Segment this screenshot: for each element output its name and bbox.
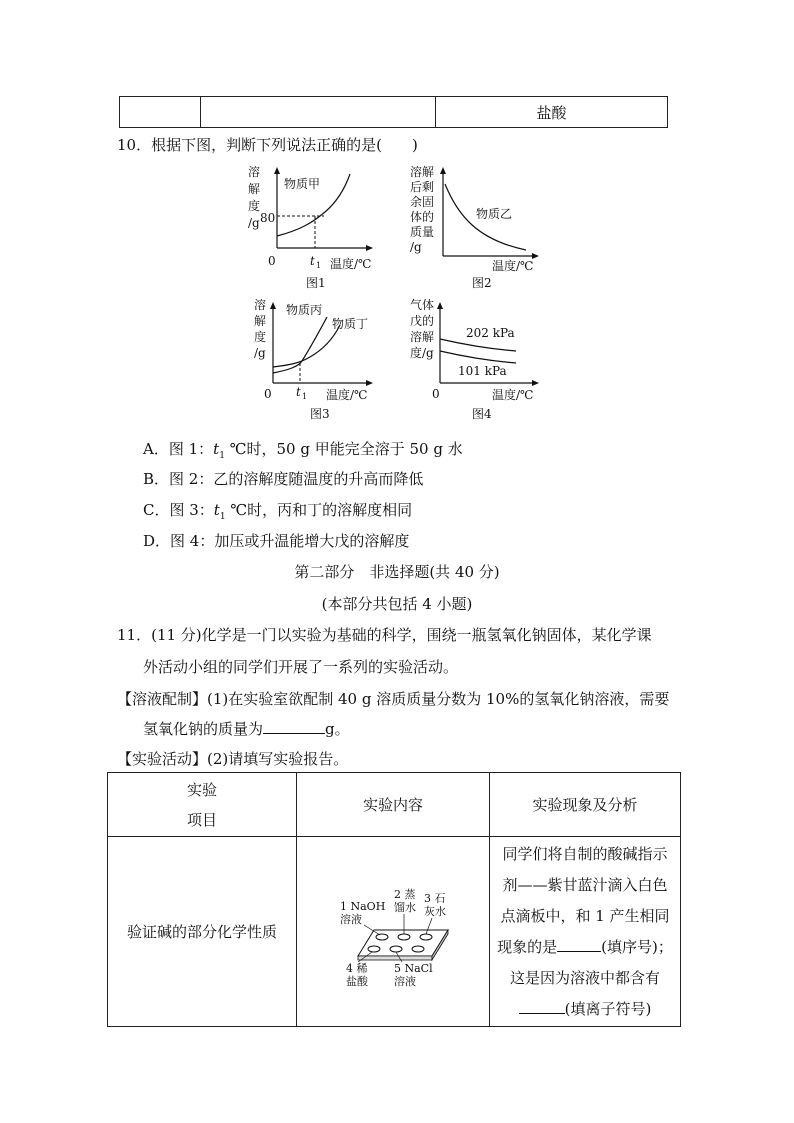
plate-label-5b: 溶液 — [394, 974, 416, 988]
fig2-series-label: 物质乙 — [476, 207, 513, 221]
option-a-sub: 1 — [219, 451, 225, 461]
plate-well-6 — [412, 946, 424, 952]
plate-label-2b: 馏水 — [394, 900, 416, 914]
sequence-answer-blank[interactable] — [557, 937, 601, 952]
fig3-origin: 0 — [264, 387, 272, 401]
figure-4 — [406, 295, 556, 425]
fig1-y-tick: 80 — [260, 211, 276, 225]
fig4-y-label-1: 气体 — [410, 298, 435, 312]
figure-2 — [406, 160, 556, 295]
plate-label-1a: 1 NaOH — [340, 899, 386, 913]
plate-well-2 — [398, 934, 410, 940]
plate-label-1b: 溶液 — [340, 912, 362, 926]
analysis-line-4-hint: (填序号)； — [601, 937, 673, 956]
option-c-t: t — [213, 501, 220, 519]
fig3-y-label-1: 溶 — [254, 298, 267, 312]
fig1-origin: 0 — [268, 254, 276, 268]
fig3-y-label-3: 度 — [254, 330, 267, 344]
option-a-prefix: A．图 1： — [143, 440, 214, 458]
analysis-line-6 — [490, 994, 680, 1025]
lab-report-table — [107, 772, 681, 1027]
q11-activity: 【实验活动】(2)请填写实验报告。 — [117, 750, 349, 768]
fig2-y-label-2: 后剩 — [410, 180, 435, 194]
fig1-x-tick: t — [310, 254, 315, 268]
option-a-t: t — [213, 440, 220, 458]
fig4-curve-101 — [440, 351, 516, 363]
plate-label-4a: 4 稀 — [346, 961, 368, 975]
header-item-line-1: 实验 — [186, 780, 217, 799]
fig1-y-label-1: 溶 — [248, 165, 261, 179]
fig3-x-tick-sub: 1 — [302, 392, 308, 401]
plate-well-3 — [420, 934, 432, 940]
fig2-y-arrow — [440, 167, 446, 174]
fig4-y-label-4: 度/g — [410, 346, 434, 360]
q10-option-c — [143, 499, 412, 522]
fig4-origin: 0 — [432, 387, 440, 401]
fig3-x-tick: t — [296, 385, 301, 399]
figure-1 — [240, 160, 390, 295]
row-item: 验证碱的部分化学性质 — [108, 837, 297, 1027]
q10-option-a — [143, 438, 463, 461]
fig1-y-label-3: 度 — [248, 199, 261, 213]
fig1-y-arrow — [274, 167, 280, 174]
plate-well-4 — [368, 946, 380, 952]
top-table-cell-1 — [120, 97, 201, 128]
fig3-x-arrow — [366, 380, 373, 386]
q10-option-b: B．图 2：乙的溶解度随温度的升高而降低 — [143, 470, 424, 488]
top-table — [119, 96, 668, 128]
fig2-y-label-3: 余固 — [410, 195, 435, 209]
fig3-y-label-2: 解 — [254, 314, 267, 328]
fig1-caption: 图1 — [306, 276, 326, 290]
top-table-cell-2 — [201, 97, 436, 128]
figure-3 — [240, 295, 390, 425]
mass-answer-blank[interactable] — [263, 719, 325, 734]
q11-prep-line-1: 【溶液配制】(1)在实验室欲配制 40 g 溶质质量分数为 10%的氢氧化钠溶液，需要 — [117, 690, 670, 708]
option-c-prefix: C．图 3： — [143, 501, 214, 519]
plate-label-3b: 灰水 — [424, 904, 446, 918]
fig1-series-label: 物质甲 — [284, 177, 321, 191]
analysis-line-1: 同学们将自制的酸碱指示 — [502, 844, 668, 863]
fig3-x-label: 温度/℃ — [326, 388, 368, 402]
fig2-caption: 图2 — [472, 276, 492, 290]
fig2-y-label-6: /g — [410, 240, 422, 254]
fig1-y-label — [248, 164, 260, 230]
analysis-line-2: 剂——紫甘蓝汁滴入白色 — [502, 875, 668, 894]
part2-title: 第二部分 非选择题(共 40 分) — [294, 563, 500, 581]
analysis-line-5: 这是因为溶液中都含有 — [509, 968, 660, 987]
q11-line-1: 11．(11 分)化学是一门以实验为基础的科学，围绕一瓶氢氧化钠固体，某化学课 — [117, 626, 652, 644]
plate-label-2a: 2 蒸 — [394, 887, 416, 901]
fig4-x-arrow — [532, 380, 539, 386]
fig3-series-a-label: 物质丙 — [286, 303, 323, 317]
q10-option-d: D．图 4：加压或升温能增大戊的溶解度 — [143, 532, 410, 550]
fig4-y-label-2: 戊的 — [410, 314, 435, 328]
row-content — [297, 837, 490, 1027]
fig4-y-arrow — [437, 302, 443, 309]
plate-label-3a: 3 石 — [424, 891, 446, 905]
fig4-caption: 图4 — [472, 407, 492, 421]
plate-label-4b: 盐酸 — [346, 974, 368, 988]
fig1-x-tick-sub: 1 — [316, 261, 322, 270]
q11-line-2: 外活动小组的同学们开展了一系列的实验活动。 — [143, 658, 459, 676]
lab-table-row — [108, 837, 681, 1027]
fig2-y-label-5: 质量 — [410, 225, 435, 239]
fig3-series-b-label: 物质丁 — [332, 317, 369, 331]
fig1-y-label-4: /g — [248, 216, 260, 230]
q11-prep-line-2 — [143, 718, 350, 739]
fig3-caption: 图3 — [310, 407, 330, 421]
option-c-text: ℃时，丙和丁的溶解度相同 — [225, 501, 413, 519]
fig3-y-label-4: /g — [254, 346, 266, 360]
fig4-curve-202 — [440, 339, 516, 351]
fig1-x-arrow — [366, 245, 373, 251]
plate-front — [358, 956, 432, 960]
q10-stem: 10．根据下图，判断下列说法正确的是( ) — [117, 136, 418, 154]
fig3-y-arrow — [270, 302, 276, 309]
plate-label-5a: 5 NaCl — [394, 961, 433, 975]
fig1-x-label: 温度/℃ — [330, 257, 372, 271]
fig2-x-label: 温度/℃ — [492, 259, 534, 273]
fig4-series-b-label: 101 kPa — [458, 364, 507, 378]
analysis-line-3: 点滴板中，和 1 产生相同 — [500, 906, 670, 925]
spot-plate-diagram — [298, 870, 488, 990]
plate-well-1 — [376, 934, 388, 940]
ion-answer-blank[interactable] — [519, 999, 565, 1014]
fig4-series-a-label: 202 kPa — [466, 326, 515, 340]
prep-line-2-text: 氢氧化钠的质量为 — [143, 720, 264, 738]
header-item — [108, 773, 297, 837]
row-analysis — [490, 837, 681, 1027]
analysis-line-4-text: 现象的是 — [497, 937, 558, 956]
fig2-y-label-4: 体的 — [410, 210, 435, 224]
fig4-x-label: 温度/℃ — [492, 388, 534, 402]
fig3-curve-ding — [273, 325, 340, 367]
top-table-cell-3: 盐酸 — [436, 97, 668, 128]
fig4-y-label-3: 溶解 — [410, 330, 435, 344]
fig1-y-label-2: 解 — [248, 182, 261, 196]
header-analysis: 实验现象及分析 — [490, 773, 681, 837]
part2-subtitle: (本部分共包括 4 小题) — [321, 595, 473, 613]
fig2-y-label-1: 溶解 — [410, 165, 435, 179]
analysis-line-4 — [490, 932, 680, 963]
analysis-line-6-hint: (填离子符号) — [564, 999, 652, 1018]
plate-well-5 — [390, 946, 402, 952]
lab-table-header-row — [108, 773, 681, 837]
header-item-line-2: 项目 — [186, 810, 217, 829]
option-c-sub: 1 — [219, 512, 226, 522]
header-content: 实验内容 — [297, 773, 490, 837]
prep-line-2-unit: g。 — [325, 720, 350, 738]
option-a-text: ℃时，50 g 甲能完全溶于 50 g 水 — [224, 440, 463, 458]
